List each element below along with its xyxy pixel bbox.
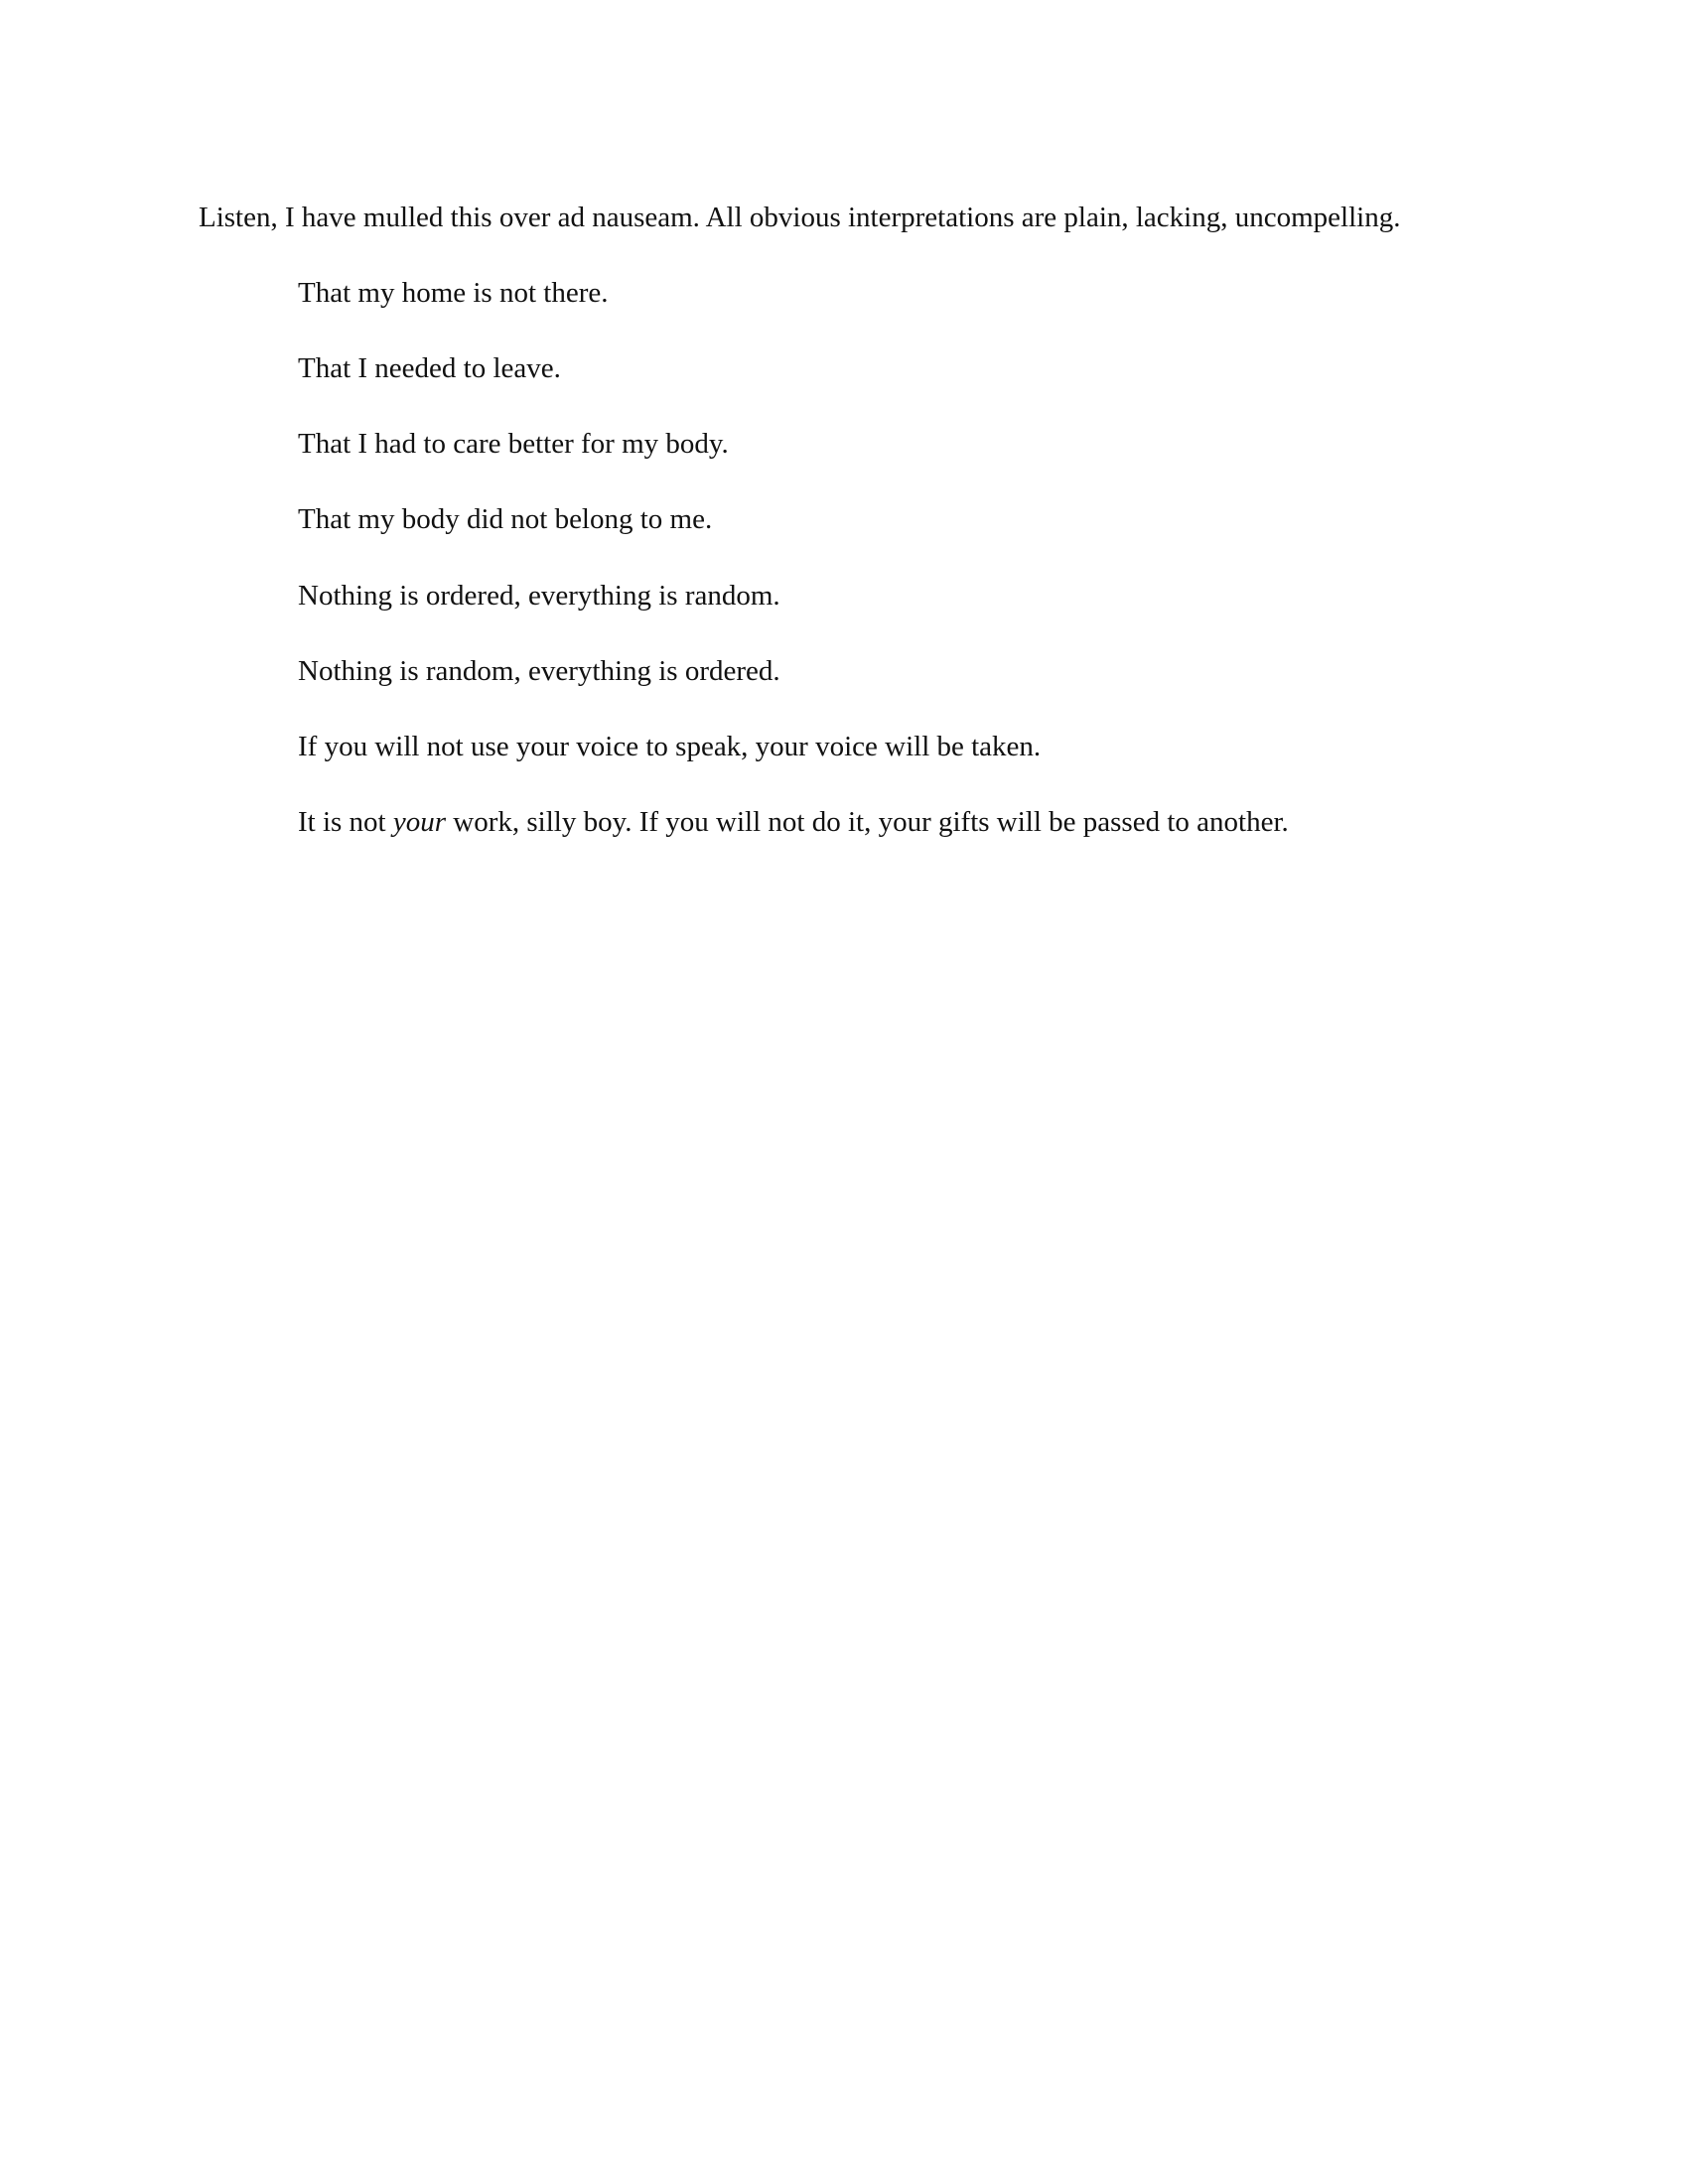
final-line-end: work, silly boy. If you will not do it, your gifts will be passed to another. xyxy=(446,806,1289,838)
indented-line: That I had to care better for my body. xyxy=(298,428,729,460)
intro-paragraph: Listen, I have mulled this over ad nauseam. All obvious interpretations are plain, lacking, uncompelling. xyxy=(199,202,1401,233)
final-line-start: It is not xyxy=(298,806,393,838)
indented-line: If you will not use your voice to speak, your voice will be taken. xyxy=(298,731,1042,762)
indented-line: Nothing is random, everything is ordered. xyxy=(298,655,780,687)
indented-line: That my home is not there. xyxy=(298,277,609,309)
emphasized-word: your xyxy=(392,806,447,838)
indented-line: That my body did not belong to me. xyxy=(298,503,713,535)
indented-line: Nothing is ordered, everything is random. xyxy=(298,580,780,612)
final-line xyxy=(298,805,1289,840)
indented-line: That I needed to leave. xyxy=(298,352,561,384)
